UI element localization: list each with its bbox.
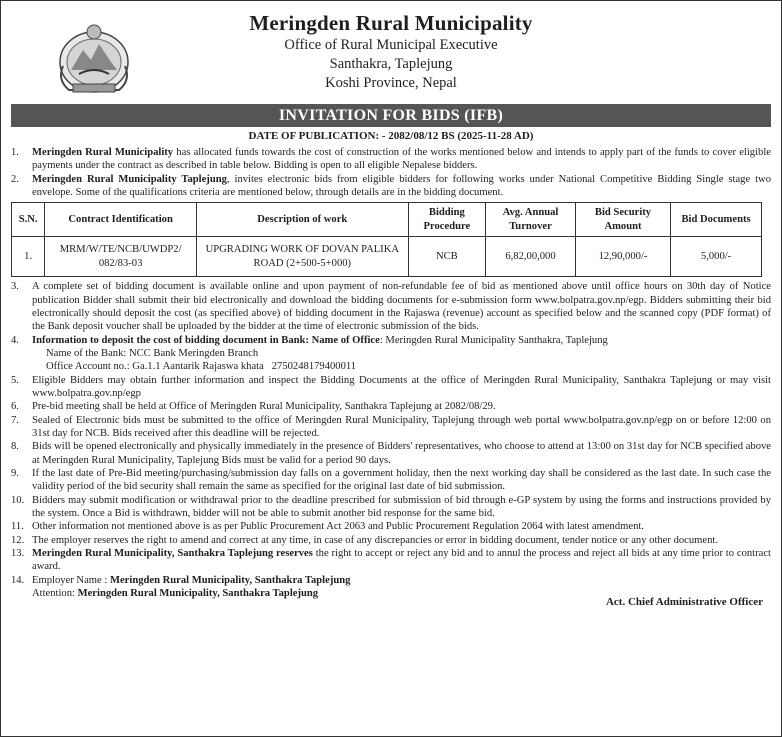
item-number: 6. bbox=[11, 401, 19, 413]
table-cell: MRM/W/TE/NCB/UWDP2/ 082/83-03 bbox=[45, 237, 197, 277]
list-item bbox=[11, 400, 771, 413]
item-number: 14. bbox=[11, 574, 25, 586]
list-item bbox=[11, 280, 771, 333]
table-cell: UPGRADING WORK OF DOVAN PALIKA ROAD (2+500-5+000) bbox=[197, 237, 409, 277]
item-text: Other information not mentioned above is as per Public Procurement Act 2063 and Public Procurement Regulation 2064 with latest amendment. bbox=[32, 521, 644, 533]
list-item bbox=[11, 520, 771, 533]
column-header: Description of work bbox=[197, 203, 409, 237]
column-header: Bid Security Amount bbox=[575, 203, 670, 237]
item-number: 11. bbox=[11, 521, 24, 533]
item-text: : Meringden Rural Municipality Santhakra, Taplejung bbox=[379, 334, 608, 346]
list-item bbox=[11, 173, 771, 200]
list-item bbox=[11, 414, 771, 441]
item-text: Bids will be opened electronically and physically immediately in the presence of Bidders' representatives, who choose to attend at 13:00 on 31st day for NCB specified above at Meringden Rural Municipality, Taplejung Bids must be valid for a period 90 days. bbox=[32, 441, 771, 466]
attention-name: Meringden Rural Municipality, Santhakra Taplejung bbox=[77, 588, 319, 600]
item-number: 9. bbox=[11, 468, 19, 480]
list-item bbox=[11, 146, 771, 173]
province-line: Koshi Province, Nepal bbox=[325, 75, 457, 92]
item-bold: Meringden Rural Municipality Taplejung bbox=[32, 173, 227, 185]
item-text: If the last date of Pre-Bid meeting/purchasing/submission day falls on a government holiday, then the next working day shall be considered as the last date. In such case the validity period of the bid security shall remain the same as specified for the original last date of bid submission. bbox=[32, 468, 771, 493]
item-text: Pre-bid meeting shall be held at Office of Meringden Rural Municipality, Santhakra Taplejung at 2082/08/29. bbox=[32, 401, 496, 413]
item-text: Bidders may submit modification or withdrawal prior to the deadline prescribed for submission of bid through e-GP system by using the forms and instructions provided by the system. Once a Bid is withdrawn, bidder will not be able to submit another bid response for the same bid. bbox=[32, 494, 771, 520]
table-cell: 1. bbox=[12, 237, 45, 277]
item-bold: Information to deposit the cost of bidding document in Bank: Name of Office bbox=[32, 334, 380, 346]
column-header: Contract Identification bbox=[45, 203, 197, 237]
employer-label: Employer Name : bbox=[32, 574, 110, 586]
column-header: Avg. Annual Turnover bbox=[486, 203, 576, 237]
item-number: 10. bbox=[11, 494, 25, 506]
item-number: 3. bbox=[11, 281, 19, 293]
bids-table bbox=[11, 202, 762, 277]
column-header: S.N. bbox=[12, 203, 45, 237]
item-text: A complete set of bidding document is available online and upon payment of non-refundable fee of bid as mentioned above until office hours on 30th day of Notice publication Bidder shall submit their bid electronically and download the bidding documents for e-submission form www.bolpatra.gov.np/egp. Bidders submitting their bid electronically should deposit the cost (as specified above) of bidding document in the Rajaswa (revenue) account as specified below and the scanned copy (PDF format) of the Bank deposit voucher shall be uploaded by the bidder at the time of electronic submission of the bids. bbox=[32, 281, 771, 333]
item-number: 8. bbox=[11, 441, 19, 453]
item-bold: Meringden Rural Municipality bbox=[32, 146, 174, 158]
table-cell: 12,90,000/- bbox=[575, 237, 670, 277]
list-item bbox=[11, 534, 771, 547]
list-item bbox=[11, 374, 771, 401]
item-number: 12. bbox=[11, 534, 25, 546]
table-header-row bbox=[12, 203, 762, 237]
item-text: Sealed of Electronic bids must be submitted to the office of Meringden Rural Municipality, Taplejung through web portal www.bolpatra.gov.np/egp on or before 12:00 on 31st day for NCB. Bids received after this deadline will be rejected. bbox=[32, 414, 771, 440]
account-number: Office Account no.: Ga.1.1 Aantarik Rajaswa khata 2750248179400011 bbox=[46, 361, 357, 373]
list-item bbox=[11, 334, 771, 374]
table-cell: 6,82,00,000 bbox=[486, 237, 576, 277]
item-text: has allocated funds towards the cost of construction of the works mentioned below and intends to apply part of the funds to cover eligible payments under the contract as described in table below. Bidding is open to all eligible Nepalese bidders. bbox=[32, 146, 771, 172]
item-text: The employer reserves the right to amend and correct at any time, in case of any discrepancies or error in bidding document, tender notice or any other document. bbox=[32, 534, 718, 546]
column-header: Bidding Procedure bbox=[408, 203, 486, 237]
office-line: Office of Rural Municipal Executive bbox=[284, 37, 498, 54]
item-text: the right to accept or reject any bid and to annul the process and reject all bids at any time prior to contract award. bbox=[32, 548, 771, 573]
item-number: 4. bbox=[11, 334, 19, 346]
item-number: 2. bbox=[11, 173, 19, 185]
employer-name: Meringden Rural Municipality, Santhakra Taplejung bbox=[109, 574, 351, 586]
item-text: , invites electronic bids from eligible bidders for following works under National Competitive Bidding Single stage two envelope. Some of the qualifications criteria are mentioned below, through details are in the bidding document. bbox=[32, 173, 771, 198]
item-number: 5. bbox=[11, 374, 19, 386]
list-item bbox=[11, 440, 771, 467]
attention-label: Attention: bbox=[32, 588, 78, 600]
ifb-banner: INVITATION FOR BIDS (IFB) bbox=[11, 104, 771, 127]
signature-title: Act. Chief Administrative Officer bbox=[605, 596, 763, 609]
table-row bbox=[12, 237, 762, 277]
publication-date: DATE OF PUBLICATION: - 2082/08/12 BS (2025-11-28 AD) bbox=[248, 130, 534, 142]
list-item bbox=[11, 494, 771, 521]
bank-name: Name of the Bank: NCC Bank Meringden Branch bbox=[46, 347, 259, 359]
column-header: Bid Documents bbox=[671, 203, 762, 237]
item-number: 1. bbox=[11, 146, 19, 158]
item-number: 7. bbox=[11, 414, 19, 426]
nepal-emblem-icon bbox=[51, 20, 137, 98]
address-line: Santhakra, Taplejung bbox=[329, 56, 453, 73]
municipality-title: Meringden Rural Municipality bbox=[249, 11, 533, 35]
list-item bbox=[11, 467, 771, 494]
item-bold: Meringden Rural Municipality, Santhakra Taplejung reserves bbox=[32, 548, 313, 560]
table-cell: NCB bbox=[408, 237, 486, 277]
list-item bbox=[11, 547, 771, 574]
item-number: 13. bbox=[11, 548, 25, 560]
item-text: Eligible Bidders may obtain further information and inspect the Bidding Documents at the office of Meringden Rural Municipality, Santhakra Taplejung or may visit www.bolpatra.gov.np/egp bbox=[32, 374, 771, 399]
table-cell: 5,000/- bbox=[671, 237, 762, 277]
header bbox=[11, 10, 771, 102]
